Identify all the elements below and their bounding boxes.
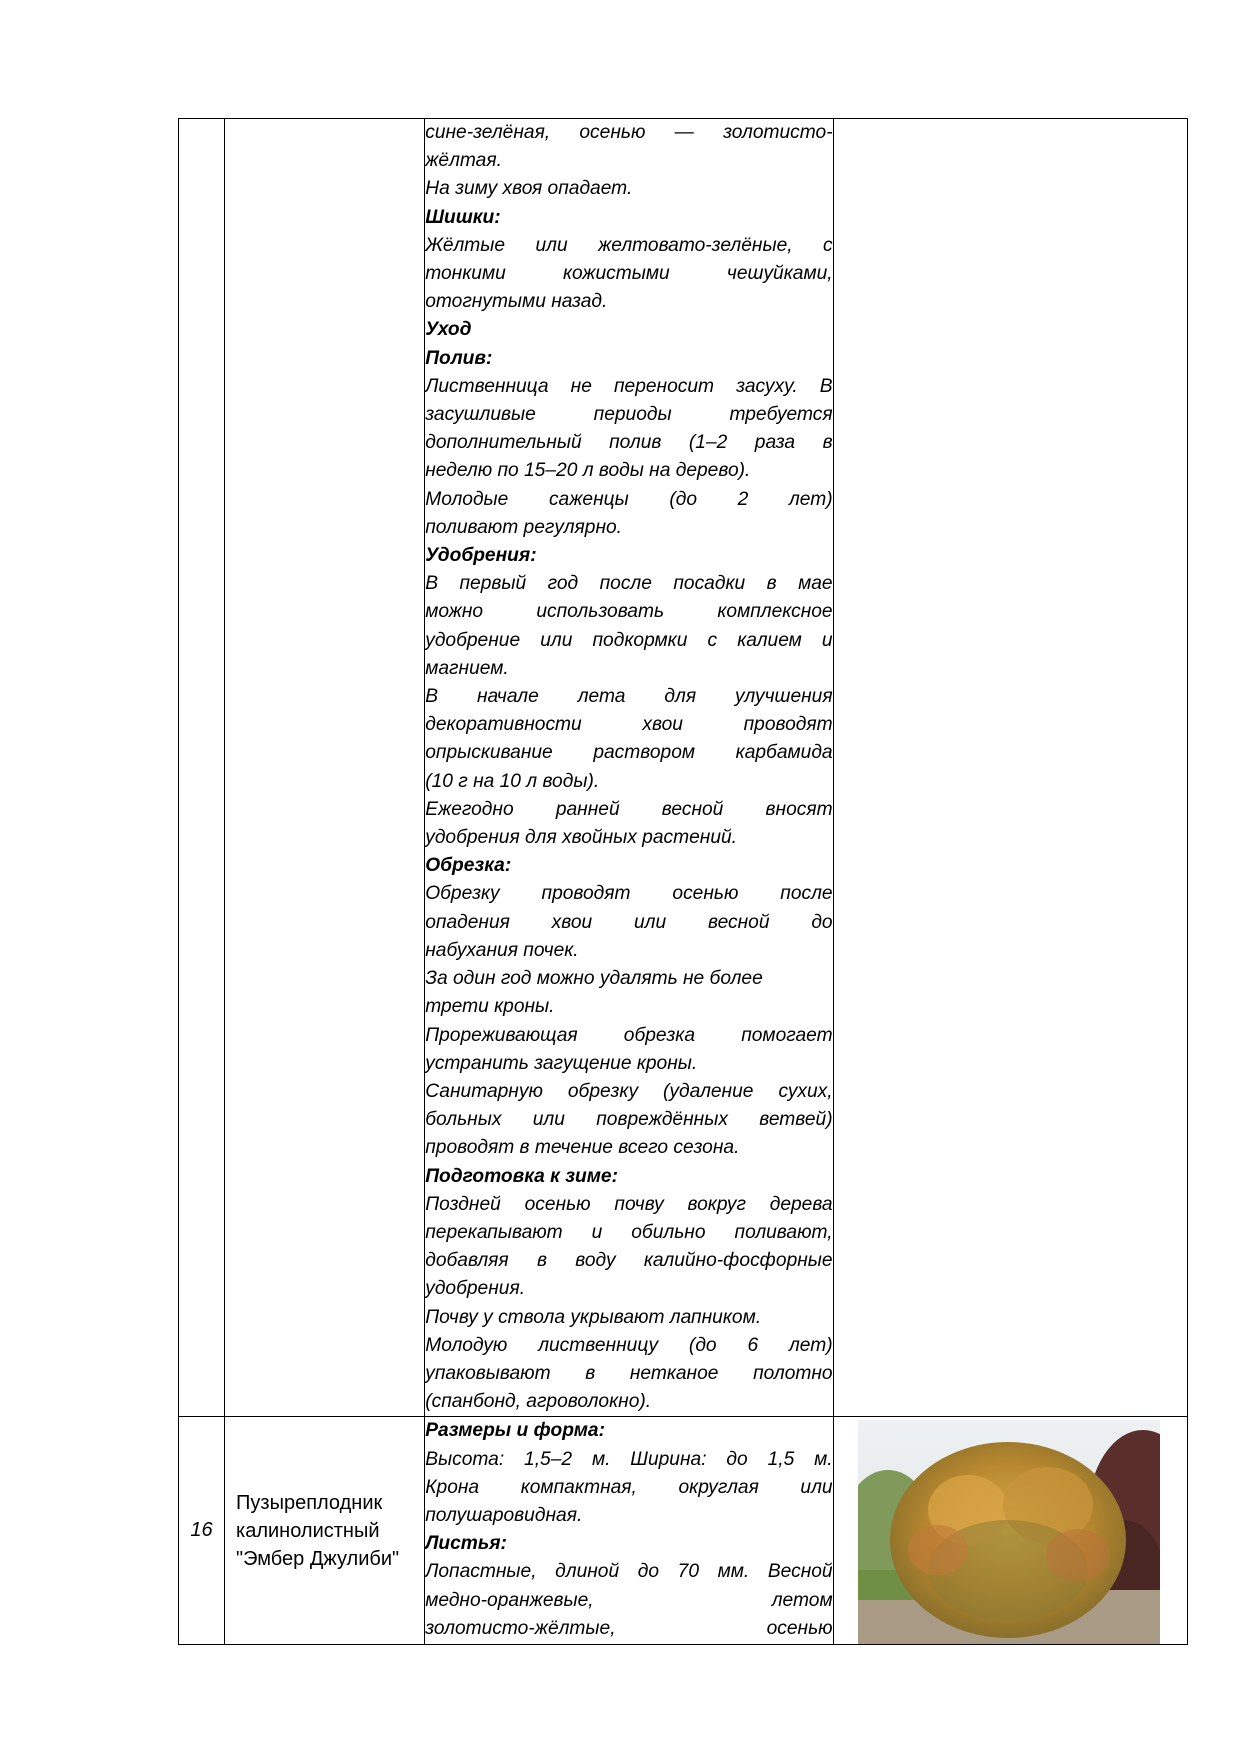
section-heading: Удобрения: bbox=[425, 545, 537, 567]
description-line: опрыскивание раствором карбамида bbox=[425, 742, 833, 764]
description-line: перекапывают и обильно поливают, bbox=[425, 1221, 833, 1243]
description-line: Лиственница не переносит засуху. В bbox=[425, 375, 833, 397]
description-line: больных или повреждённых ветвей) bbox=[425, 1109, 833, 1131]
description-line: (спанбонд, агроволокно). bbox=[425, 1391, 652, 1413]
description-line: Крона компактная, округлая или bbox=[425, 1476, 833, 1498]
row-number-cell: 16 bbox=[179, 1417, 225, 1645]
description-line: упаковывают в нетканое полотно bbox=[425, 1362, 833, 1384]
description-line: тонкими кожистыми чешуйками, bbox=[425, 263, 833, 285]
description-line: удобрения для хвойных растений. bbox=[425, 827, 737, 849]
description-line: В начале лета для улучшения bbox=[425, 686, 833, 708]
description-line: отогнутыми назад. bbox=[425, 291, 608, 313]
description-line: добавляя в воду калийно-фосфорные bbox=[425, 1250, 833, 1272]
description-line: Ежегодно ранней весной вносят bbox=[425, 798, 833, 820]
description-line: Молодую лиственницу (до 6 лет) bbox=[425, 1334, 833, 1356]
description-line: неделю по 15–20 л воды на дерево). bbox=[425, 460, 751, 482]
plant-name-line: калинолистный bbox=[236, 1519, 380, 1542]
plant-name-cell bbox=[225, 119, 425, 1417]
plant-table bbox=[178, 118, 1188, 1645]
section-heading: Уход bbox=[425, 319, 472, 341]
description-line: Поздней осенью почву вокруг дерева bbox=[425, 1193, 833, 1215]
photo-cell bbox=[833, 1417, 1187, 1645]
description-line: полушаровидная. bbox=[425, 1504, 583, 1526]
description-line: Обрезку проводят осенью после bbox=[425, 883, 833, 905]
photo-cell bbox=[833, 119, 1187, 1417]
description-cell bbox=[425, 119, 833, 1417]
section-heading: Размеры и форма: bbox=[425, 1420, 605, 1442]
description-line: поливают регулярно. bbox=[425, 516, 623, 538]
description-line: можно использовать комплексное bbox=[425, 601, 833, 623]
description-line: Высота: 1,5–2 м. Ширина: до 1,5 м. bbox=[425, 1448, 833, 1470]
section-heading: Подготовка к зиме: bbox=[425, 1165, 618, 1187]
description-line: Молодые саженцы (до 2 лет) bbox=[425, 488, 833, 510]
description-line: Почву у ствола укрывают лапником. bbox=[425, 1306, 762, 1328]
section-heading: Полив: bbox=[425, 347, 493, 369]
section-heading: Шишки: bbox=[425, 206, 501, 228]
shrub-photo bbox=[858, 1420, 1160, 1644]
description-line: Лопастные, длиной до 70 мм. Весной bbox=[425, 1561, 833, 1583]
description-line: трети кроны. bbox=[425, 996, 555, 1018]
description-line: дополнительный полив (1–2 раза в bbox=[425, 432, 833, 454]
description-line: (10 г на 10 л воды). bbox=[425, 770, 600, 792]
description-line: засушливые периоды требуется bbox=[425, 404, 833, 426]
description-line: медно-оранжевые, летом bbox=[425, 1589, 833, 1611]
description-line: жёлтая. bbox=[425, 150, 502, 172]
description-line: В первый год после посадки в мае bbox=[425, 573, 833, 595]
description-line: магнием. bbox=[425, 657, 509, 679]
description-line: За один год можно удалять не более bbox=[425, 968, 763, 990]
description-line: Прореживающая обрезка помогает bbox=[425, 1024, 833, 1046]
description-line: Жёлтые или желтовато-зелёные, с bbox=[425, 234, 833, 256]
description-line: декоративности хвои проводят bbox=[425, 714, 833, 736]
section-heading: Обрезка: bbox=[425, 855, 512, 877]
description-line: опадения хвои или весной до bbox=[425, 911, 833, 933]
description-line: удобрение или подкормки с калием и bbox=[425, 629, 833, 651]
description-line: На зиму хвоя опадает. bbox=[425, 178, 633, 200]
table-row-continued bbox=[179, 119, 1188, 1417]
description-line: золотисто-жёлтые, осенью bbox=[425, 1617, 833, 1639]
plant-name-cell bbox=[225, 1417, 425, 1645]
description-line: удобрения. bbox=[425, 1278, 526, 1300]
description-line: набухания почек. bbox=[425, 939, 579, 961]
row-number-cell bbox=[179, 119, 225, 1417]
plant-name-line: Пузыреплодник bbox=[236, 1491, 383, 1514]
description-line: Санитарную обрезку (удаление сухих, bbox=[425, 1080, 833, 1102]
plant-name-line: "Эмбер Джулиби" bbox=[236, 1547, 400, 1570]
description-line: проводят в течение всего сезона. bbox=[425, 1137, 740, 1159]
description-line: сине-зелёная, осенью — золотисто- bbox=[425, 122, 833, 143]
description-cell bbox=[425, 1417, 833, 1645]
section-heading: Листья: bbox=[425, 1533, 507, 1555]
description-line: устранить загущение кроны. bbox=[425, 1052, 698, 1074]
table-row-16 bbox=[179, 1417, 1188, 1645]
